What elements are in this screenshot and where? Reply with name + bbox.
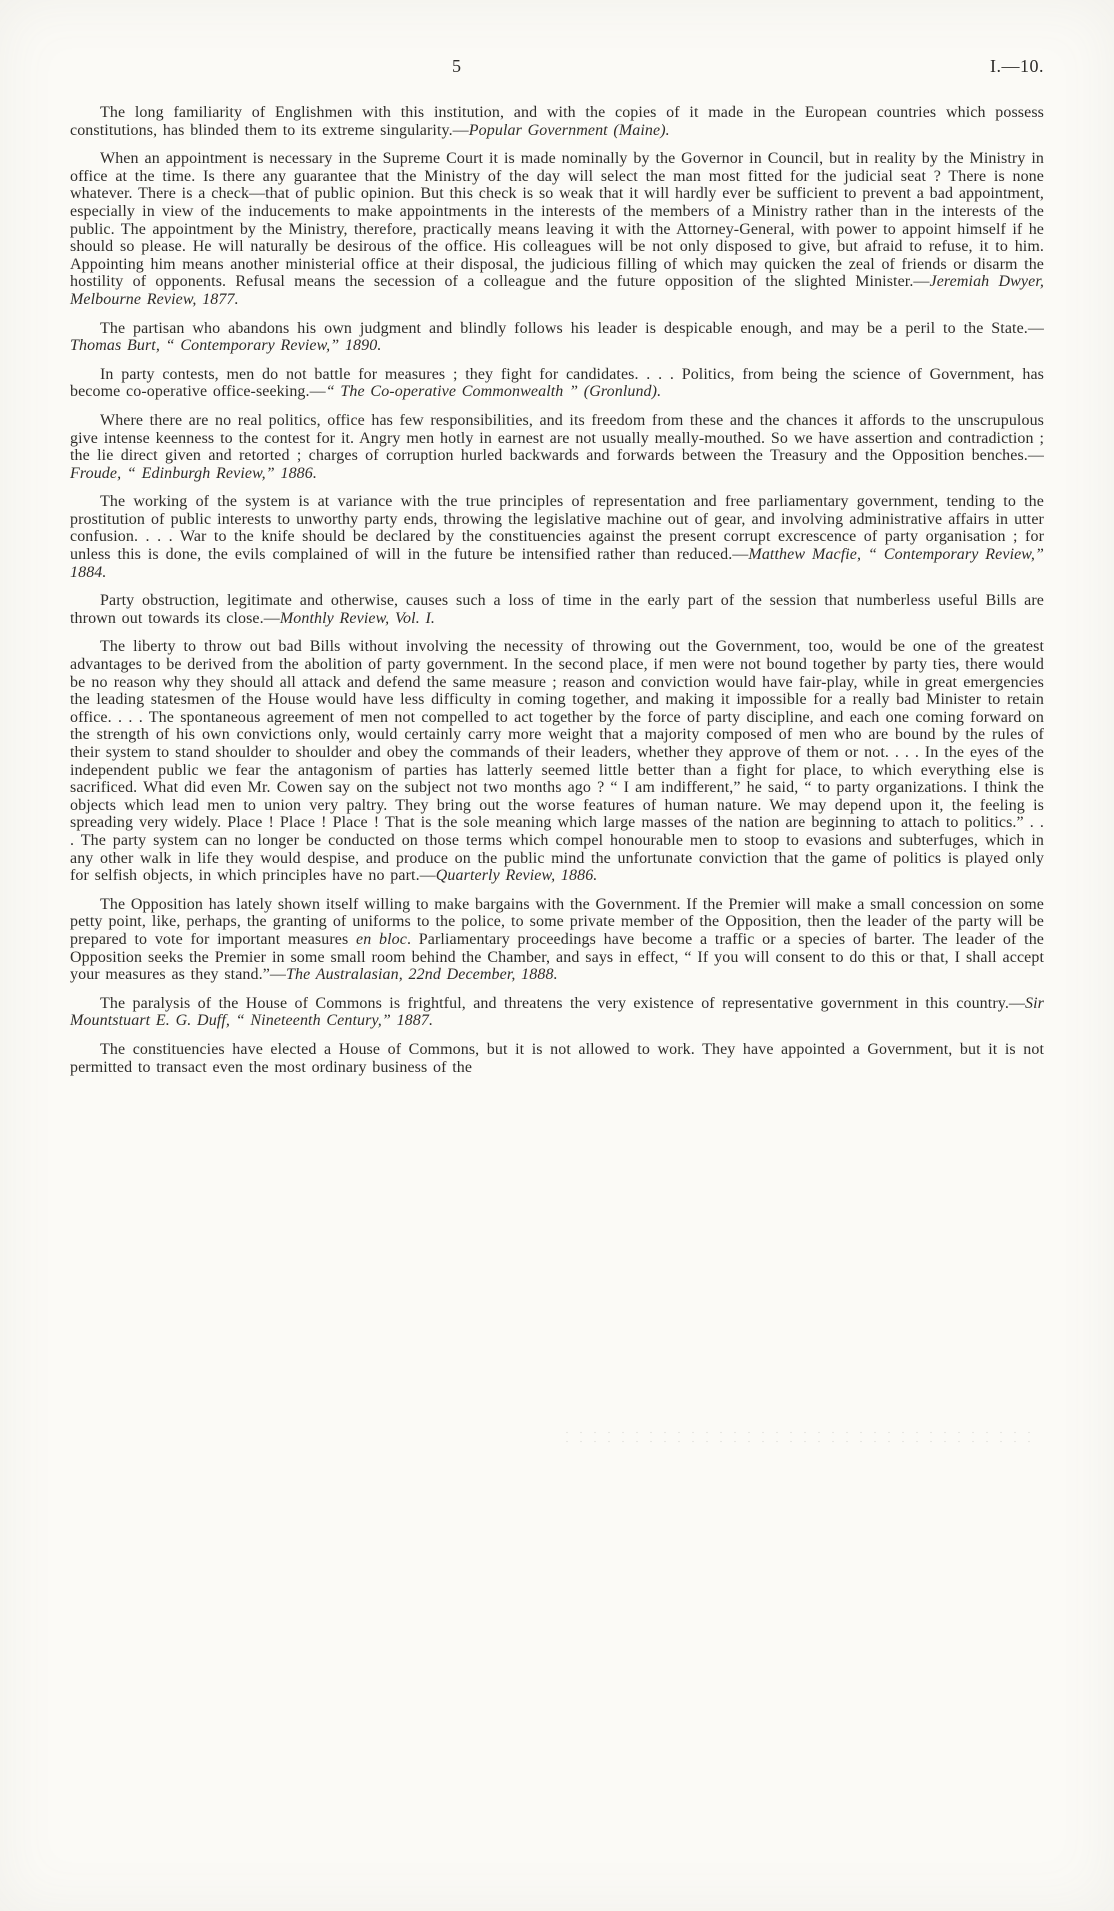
body-text: When an appointment is necessary in the Supreme Court it is made nominally by the Governor in Council, but in reality by the Ministry in office at the time. Is there any guarantee that the Ministry of the day will select the man most fitted for the judicial seat ? There is none whatever. There is a check—that of public opinion. But this check is so weak that it will hardly ever be sufficient to prevent a bad appointment, especially in view of the inducements to make appointments in the interests of the members of a Ministry rather than in the interests of the public. The appointment by the Ministry, therefore, practically means leaving it with the Attorney-General, with power to appoint himself if he should so please. He will naturally be desirous of the office. His colleagues will be not only disposed to give, but afraid to refuse, it to him. Appointing him means another ministerial office at their disposal, the judicious filling of which may quicken the zeal of friends or disarm the hostility of opponents. Refusal means the secession of a colleague and the future opposition of the slighted Minister.— (70, 150, 1044, 291)
paragraph (70, 896, 1044, 984)
body-text: The Opposition has lately shown itself willing to make bargains with the Government. If the Premier will make a small concession on some petty point, like, perhaps, the granting of uniforms to the police, to some private member of the Opposition, then the leader of the party will be prepared to vote for important measures (70, 895, 1044, 948)
citation: Quarterly Review, 1886. (435, 867, 598, 885)
body-text: The paralysis of the House of Commons is frightful, and threatens the very existence of representative government in this country.— (100, 994, 1026, 1012)
body-text: The working of the system is at variance with the true principles of representation and free parliamentary government, tending to the prostitution of public interests to unworthy party ends, throwing the legislative machine out of gear, and involving administrative affairs in utter confusion. . . . War to the knife should be declared by the constituencies against the present corrupt excrescence of party organisation ; for unless this is done, the evils complained of will in the future be intensified rather than reduced.— (70, 493, 1044, 564)
body-text: The long familiarity of Englishmen with this institution, and with the copies of it made in the European countries which possess constitutions, has blinded them to its extreme singularity.— (70, 104, 1044, 139)
citation: Monthly Review, Vol. I. (279, 609, 436, 627)
page-header (70, 56, 1044, 80)
body-text: Where there are no real politics, office has few responsibilities, and its freedom from these and the chances it affords to the unscrupulous give intense keenness to the contest for it. Angry men hotly in earnest are not usually meally-mouthed. So we have assertion and contradiction ; the lie direct given and retorted ; charges of corruption hurled backwards and forwards between the Treasury and the Opposition benches.— (70, 411, 1044, 465)
citation: Popular Government (Maine). (468, 121, 670, 139)
citation: Jeremiah Dwyer, Melbourne Review, 1877. (70, 273, 1044, 308)
body-text: . Parliamentary proceedings have become a traffic or a species of barter. The leader of the Opposition seeks the Premier in some small room behind the Chamber, and says in effect, “ If you will consent to do this or that, I shall accept your measures as they stand.”— (70, 930, 1044, 984)
paragraph (70, 366, 1044, 401)
citation: Matthew Macfie, “ Contemporary Review,” 1884. (70, 546, 1044, 581)
body-text: The liberty to throw out bad Bills without involving the necessity of throwing out the Government, too, would be one of the greatest advantages to be derived from the abolition of party government. In the second place, if men were not bound together by party ties, there would be no reason why they should all attack and defend the same measure ; reason and conviction would have fair-play, while in great emergencies the leading statesmen of the House would have less difficulty in coming together, and making it impossible for a really bad Minister to retain office. . . . The spontaneous agreement of men not compelled to act together by the force of party discipline, and each one coming forward on the strength of his own convictions only, would certainly carry more weight that a majority composed of men who are bound by the rules of their system to stand shoulder to shoulder and obey the commands of their leaders, whether they approve of them or not. . . . In the eyes of the independent public we fear the antagonism of parties has latterly seemed little better than a fight for place, to which everything else is sacrificed. What did even Mr. Cowen say on the subject not two months ago ? “ I am indifferent,” he said, “ to party organizations. I think the objects which lead men to union very paltry. They bring out the worse features of human nature. We may depend upon it, the feeling is spreading very widely. Place ! Place ! Place ! That is the sole meaning which large masses of the nation are beginning to attach to politics.” . . . The party system can no longer be conducted on those terms which compel honourable men to stoop to evasions and subterfuges, which in any other walk in life they would despise, and produce on the public mind the unfortunate conviction that the game of politics is played only for selfish objects, in which principles have no part.— (70, 638, 1044, 885)
paragraph (70, 1041, 1044, 1076)
citation: en bloc (356, 930, 407, 948)
paragraph (70, 320, 1044, 355)
paragraph (70, 412, 1044, 482)
citation: Thomas Burt, “ Contemporary Review,” 1890. (70, 337, 382, 355)
scan-artifact (560, 1428, 1040, 1448)
paragraph (70, 995, 1044, 1030)
citation: “ The Co-operative Commonwealth ” (Gronlund). (325, 383, 662, 401)
citation: Froude, “ Edinburgh Review,” 1886. (70, 464, 317, 482)
page-body (70, 104, 1044, 1076)
paragraph (70, 493, 1044, 581)
paragraph (70, 638, 1044, 884)
paragraph (70, 592, 1044, 627)
body-text: The partisan who abandons his own judgment and blindly follows his leader is despicable enough, and may be a peril to the State.— (100, 319, 1044, 337)
citation: Sir Mountstuart E. G. Duff, “ Nineteenth Century,” 1887. (70, 994, 1044, 1030)
page-number: 5 (452, 56, 461, 76)
body-text: The constituencies have elected a House of Commons, but it is not allowed to work. They have appointed a Government, but it is not permitted to transact even the most ordinary business of the (70, 1040, 1044, 1076)
body-text: In party contests, men do not battle for measures ; they fight for candidates. . . . Politics, from being the science of Government, has become co-operative office-seeking.— (70, 365, 1044, 401)
paragraph (70, 150, 1044, 308)
paragraph (70, 104, 1044, 139)
body-text: Party obstruction, legitimate and otherwise, causes such a loss of time in the early part of the session that numberless useful Bills are thrown out towards its close.— (70, 592, 1044, 627)
document-reference: I.—10. (990, 56, 1044, 76)
citation: The Australasian, 22nd December, 1888. (286, 966, 558, 984)
